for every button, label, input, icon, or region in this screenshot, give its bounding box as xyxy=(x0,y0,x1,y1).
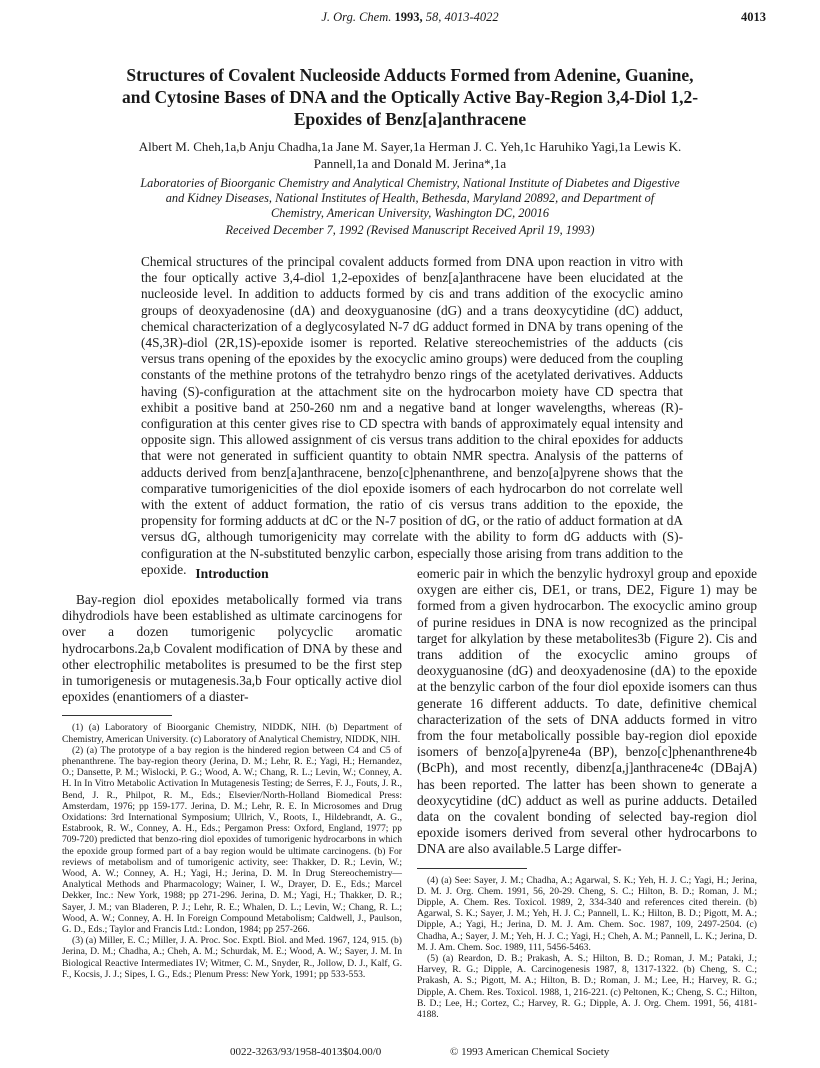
page-number: 4013 xyxy=(741,10,766,24)
journal-volume-pages: 58, 4013-4022 xyxy=(425,10,499,24)
footnotes-left xyxy=(62,722,402,980)
received-dates: Received December 7, 1992 (Revised Manuscript Received April 19, 1993) xyxy=(225,223,595,237)
footnote-3: (3) (a) Miller, E. C.; Miller, J. A. Proc. Soc. Exptl. Biol. and Med. 1967, 124, 915. (b) Jerina, D. M.; Chadha, A.; Cheh, A. M.; Schurdak, M. E.; Wood, A. W.; Sayer, J. M. In Biological Reactive Intermediates IV; Witmer, C. M., Snyder, R., Jollow, D. J., Kalf, G. F., Kocsis, J. J.; Sipes, I. G., Eds.; Plenum Press: New York, 1991; pp 533-553. xyxy=(62,935,402,980)
journal-name: J. Org. Chem. xyxy=(321,10,392,24)
footnote-4: (4) (a) See: Sayer, J. M.; Chadha, A.; Agarwal, S. K.; Yeh, H. J. C.; Yagi, H.; Jerina, D. M. J. Org. Chem. 1991, 56, 20-29. Cheng, S. C.; Hilton, B. D.; Roman, J. M.; Dipple, A. Chem. Res. Toxicol. 1989, 2, 334-340 and references cited therein. (b) Agarwal, S. K.; Sayer, J. M.; Yeh, H. J. C.; Pannell, L. K.; Hilton, B. D.; Pigott, M. A.; Dipple, A.; Yagi, H.; Jerina, D. M. J. Am. Chem. Soc. 1987, 109, 2497-2504. (c) Chadha, A.; Sayer, J. M.; Yeh, H. J. C.; Yagi, H.; Cheh, A. M.; Pannell, L. K.; Jerina, D. M. J. Am. Chem. Soc. 1989, 111, 5456-5463. xyxy=(417,874,757,953)
footnote-rule-right xyxy=(417,868,527,869)
footnote-rule xyxy=(62,715,172,716)
intro-paragraph-right: eomeric pair in which the benzylic hydroxyl group and epoxide oxygen are either cis, DE1, or trans, DE2, Figure 1) may be formed from a given hydrocarbon. The exocyclic amino group of purine residues in DNA is now recognized as the principal target for alkylation by these metabolites3b (Figure 2). Cis and trans addition of the exocyclic amino groups of deoxyguanosine (dG) and deoxyadenosine (dA) to the epoxide at the benzylic carbon of the four diol epoxide isomers can thus generate 16 different adducts. To date, definitive chemical characterization of the sets of DNA adducts formed in vitro from the four metabolically possible bay-region diol epoxide isomers of benzo[a]pyrene4a (BP), benzo[c]phenanthrene4b (BcPh), and most recently, dibenz[a,j]anthracene4c (DBajA) has been reported. The latter has been shown to generate a deoxycytidine (dC) adduct as well as purine adducts. Detailed data on the covalent bonding of selected bay-region diol epoxide isomers derived from several other hydrocarbons to DNA are also available.5 Large differ- xyxy=(417,566,757,857)
section-heading-introduction: Introduction xyxy=(195,566,269,581)
intro-paragraph-left: Bay-region diol epoxides metabolically formed via trans dihydrodiols have been established as ultimate carcinogens for over a dozen tumorigenic polycyclic aromatic hydrocarbons.2a,b Covalent modification of DNA by these and other electrophilic metabolites is presumed to be the first step in tumorigenesis or mutagenesis.3a,b Four optically active diol epoxides (enantiomers of a diaster- xyxy=(62,592,402,705)
footnote-5: (5) (a) Reardon, D. B.; Prakash, A. S.; Hilton, B. D.; Roman, J. M.; Pataki, J.; Harvey, R. G.; Dipple, A. Carcinogenesis 1987, 8, 1317-1322. (b) Cheng, S. C.; Prakash, A. S.; Pigott, M. A.; Hilton, B. D.; Roman, J. M.; Lee, H.; Harvey, R. G.; Dipple, A. Chem. Res. Toxicol. 1988, 1, 216-221. (c) Peltonen, K.; Cheng, S. C.; Hilton, B. D.; Lee, H.; Cortez, C.; Harvey, R. G.; Dipple, A. J. Org. Chem. 1991, 56, 4181-4188. xyxy=(417,953,757,1021)
footnotes-right xyxy=(417,875,757,1021)
footnote-1: (1) (a) Laboratory of Bioorganic Chemistry, NIDDK, NIH. (b) Department of Chemistry, American University. (c) Laboratory of Analytical Chemistry, NIDDK, NIH. xyxy=(62,722,402,745)
issn-code: 0022-3263/93/1958-4013$04.00/0 xyxy=(230,1046,382,1058)
left-column xyxy=(62,566,402,980)
article-title: Structures of Covalent Nucleoside Adducts Formed from Adenine, Guanine, and Cytosine Bases of DNA and the Optically Active Bay-Region 3,4-Diol 1,2-Epoxides of Benz[a]anthracene xyxy=(121,65,699,129)
running-header xyxy=(0,10,820,30)
author-list: Albert M. Cheh,1a,b Anju Chadha,1a Jane M. Sayer,1a Herman J. C. Yeh,1c Haruhiko Yagi,1a Lewis K. Pannell,1a and Donald M. Jerina*,1a xyxy=(138,139,682,171)
footnote-2: (2) (a) The prototype of a bay region is the hindered region between C4 and C5 of phenanthrene. The bay-region theory (Jerina, D. M.; Lehr, R. E.; Yagi, H.; Hernandez, O.; Dansette, P. M.; Wislocki, P. G.; Wood, A. W.; Chang, R. L.; Levin, W.; Conney, A. H. In In Vitro Metabolic Activation In Mutagenesis Testing; de Serres, F. J., Fouts, J. R., Bend, J. R., Philpot, R. M., Eds.; Elsevier/North-Holland Biomedical Press: Amsterdam, 1976; pp 159-177. Jerina, D. M.; Lehr, R. E. In Microsomes and Drug Oxidations: 3rd International Symposium; Ullrich, V., Roots, I., Hildebrandt, A. G., Estabrook, R. W., Conney, A. H., Eds.; Pergamon Press: Oxford, England, 1977; pp 709-720) predicted that benzo-ring diol epoxides of tumorigenic hydrocarbons in which the epoxide group formed part of a bay region would be ultimate carcinogens. (b) For reviews of metabolism and of tumorigenic activity, see: Thakker, D. R.; Levin, W.; Wood, A. W.; Conney, A. H.; Yagi, H.; Jerina, D. M. In Drug Stereochemistry—Analytical Methods and Pharmacology; Wainer, I. W., Drayer, D. E., Eds.; Marcel Dekker, Inc.: New York, 1988; pp 271-296. Jerina, D. M.; Yagi, H.; Thakker, D. R.; Sayer, J. M.; van Bladeren, P. J.; Lehr, R. E.; Whalen, D. L.; Levin, W.; Chang, R. L.; Wood, A. W.; Conney, A. H. In Foreign Compound Metabolism; Caldwell, J., Paulson, G. D., Eds.; Taylor and Francis Ltd.: London, 1984; pp 257-266. xyxy=(62,744,402,936)
right-column xyxy=(417,566,757,1020)
copyright-notice: © 1993 American Chemical Society xyxy=(450,1046,610,1058)
abstract: Chemical structures of the principal covalent adducts formed from DNA upon reaction in vitro with the four optically active 3,4-diol 1,2-epoxides of benz[a]anthracene have been elucidated at the nucleoside level. In addition to adducts formed by cis and trans addition of the exocyclic amino groups of deoxyadenosine (dA) and deoxyguanosine (dG) and a trans deoxycytidine (dC) adduct, chemical characterization of a deglycosylated N-7 dG adduct formed in DNA by trans opening of the (4S,3R)-diol (2R,1S)-epoxide isomer is reported. Relative stereochemistries of the adducts (cis versus trans opening of the epoxides by the exocyclic amino groups) were deduced from the coupling constants of the methine protons of the tetrahydro benzo rings of the acetylated derivatives. Adducts having (S)-configuration at the attachment site on the hydrocarbon moiety have CD spectra that exhibit a positive band at 250-260 nm and a negative band at longer wavelengths, whereas (R)-configuration at this center gives rise to CD spectra with bands of approximately equal intensity and opposite sign. This allowed assignment of cis versus trans addition to the chiral epoxides for adducts that were not generated in sufficient quantity to obtain NMR spectra. Analysis of the patterns of adducts derived from benz[a]anthracene, benzo[c]phenanthrene, and benzo[a]pyrene shows that the comparative tumorigenicities of the diol epoxide isomers of each hydrocarbon do not correlate well with the extent of adduct formation, the ratio of cis versus trans addition to the epoxide, the propensity for forming adducts at dC or the N-7 position of dG, or the ratio of adduct formation at dA versus dG, although tumorigenicity may correlate with the ability to form dG adducts with (S)-configuration at the N-substituted benzylic carbon, especially those arising from trans addition to the epoxide. xyxy=(141,254,683,577)
journal-year: 1993, xyxy=(394,10,423,24)
journal-citation xyxy=(0,10,820,25)
page-footer xyxy=(0,1046,820,1060)
affiliations: Laboratories of Bioorganic Chemistry and Analytical Chemistry, National Institute of Diabetes and Digestive and Kidney Diseases, National Institutes of Health, Bethesda, Maryland 20892, and Department of Chemistry, American University, Washington DC, 20016 xyxy=(140,176,680,220)
